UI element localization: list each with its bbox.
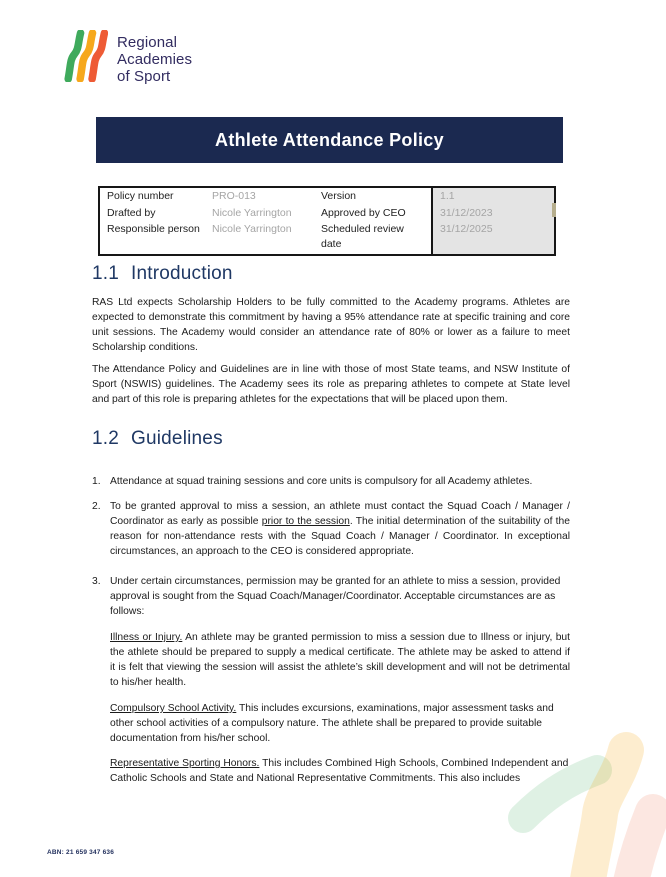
ras-logo xyxy=(62,30,192,87)
logo-wordmark xyxy=(117,30,192,85)
table-edge-mark xyxy=(552,203,556,217)
logo-stripes-icon xyxy=(62,30,108,87)
abn-text: ABN: 21 659 347 636 xyxy=(47,849,115,856)
circumstance-lead: Illness or Injury. xyxy=(110,632,183,643)
meta-label: Drafted by xyxy=(107,206,156,219)
list-text: Under certain circumstances, permission may be granted for an athlete to miss a session, provided approval is sought from the Squad Coach/Manager/Coordinator. Acceptable circumstances are as follows: xyxy=(110,576,561,617)
meta-label: Responsible person xyxy=(107,223,200,235)
list-text xyxy=(110,499,570,559)
guideline-item-2 xyxy=(92,499,570,559)
guideline-item-3 xyxy=(92,574,570,619)
introduction-paragraph-2: The Attendance Policy and Guidelines are in line with those of most State teams, and NSW Institute of Sport (NSWIS) guidelines. The Academy sees its role as preparing athletes to compete at State level and part of this role is preparing athletes for the expectations that will be placed upon them. xyxy=(92,364,570,405)
circumstance-school-paragraph xyxy=(110,701,570,746)
list-text-after: . The initial determination of the suitability of the reason for non-attendance rests with the Squad Coach / Manager / Coordinator. In exceptional circumstances, an approach to the CEO is considered appropriate. xyxy=(110,516,570,557)
logo-word-3: of Sport xyxy=(117,68,171,85)
introduction-paragraph-1: RAS Ltd expects Scholarship Holders to be fully committed to the Academy programs. Athletes are expected to demonstrate this commitment by having a 95% attendance rate at specific training and core unit sessions. The Academy would consider an attendance rate of 80% or lower as a failure to meet Scholarship conditions. xyxy=(92,297,570,353)
circumstance-lead: Representative Sporting Honors. xyxy=(110,758,260,769)
section-number: 1.1 xyxy=(92,263,120,284)
circumstance-illness-paragraph xyxy=(110,630,570,690)
logo-word-2: Academies xyxy=(117,51,193,68)
circumstance-text: This includes excursions, examinations, major assessment tasks and other school activities of a compulsory nature. The athlete shall be prepared to provide suitable documentation from his/her school. xyxy=(110,703,554,744)
meta-value: 31/12/2023 xyxy=(431,205,554,222)
meta-value: PRO-013 xyxy=(212,190,256,202)
meta-label: Approved by CEO xyxy=(321,206,406,219)
circumstance-text: An athlete may be granted permission to miss a session due to Illness or injury, but the athlete should be prepared to supply a medical certificate. The athlete may be asked to attend if it is felt that viewing the session will assist the athlete’s skill development and will not be detrimental to his/her health. xyxy=(110,632,571,688)
meta-value: Nicole Yarrington xyxy=(212,206,292,219)
meta-value: 31/12/2025 xyxy=(431,221,554,254)
list-text-underlined: prior to the session xyxy=(261,516,350,527)
circumstance-lead: Compulsory School Activity. xyxy=(110,703,237,714)
section-title: Introduction xyxy=(131,263,233,284)
circumstance-text: This includes Combined High Schools, Combined Independent and Catholic Schools and State and National Representative Commitments. This also includes xyxy=(110,758,569,784)
meta-value: 1.1 xyxy=(431,188,554,205)
list-text: Attendance at squad training sessions and core units is compulsory for all Academy athletes. xyxy=(110,476,533,487)
list-number: 2. xyxy=(92,501,101,512)
corner-stripes-decoration xyxy=(505,730,666,877)
meta-value: Nicole Yarrington xyxy=(212,223,292,235)
section-title: Guidelines xyxy=(131,428,223,449)
section-number: 1.2 xyxy=(92,428,120,449)
list-number: 1. xyxy=(92,476,101,487)
list-number: 3. xyxy=(92,576,101,587)
logo-word-1: Regional xyxy=(117,34,178,51)
meta-label: Version xyxy=(321,190,357,202)
document-title-banner: Athlete Attendance Policy xyxy=(96,117,563,163)
section-heading-guidelines xyxy=(92,428,223,450)
guideline-item-1 xyxy=(92,474,570,489)
meta-label: Policy number xyxy=(107,190,174,202)
policy-metadata-table xyxy=(98,186,556,256)
list-text-before: To be granted approval to miss a session, an athlete must contact the Squad Coach / Manager / Coordinator as early as possible xyxy=(110,501,570,527)
section-heading-introduction xyxy=(92,263,233,285)
meta-label: Scheduled review date xyxy=(321,223,404,250)
circumstance-representative-paragraph xyxy=(110,756,570,786)
